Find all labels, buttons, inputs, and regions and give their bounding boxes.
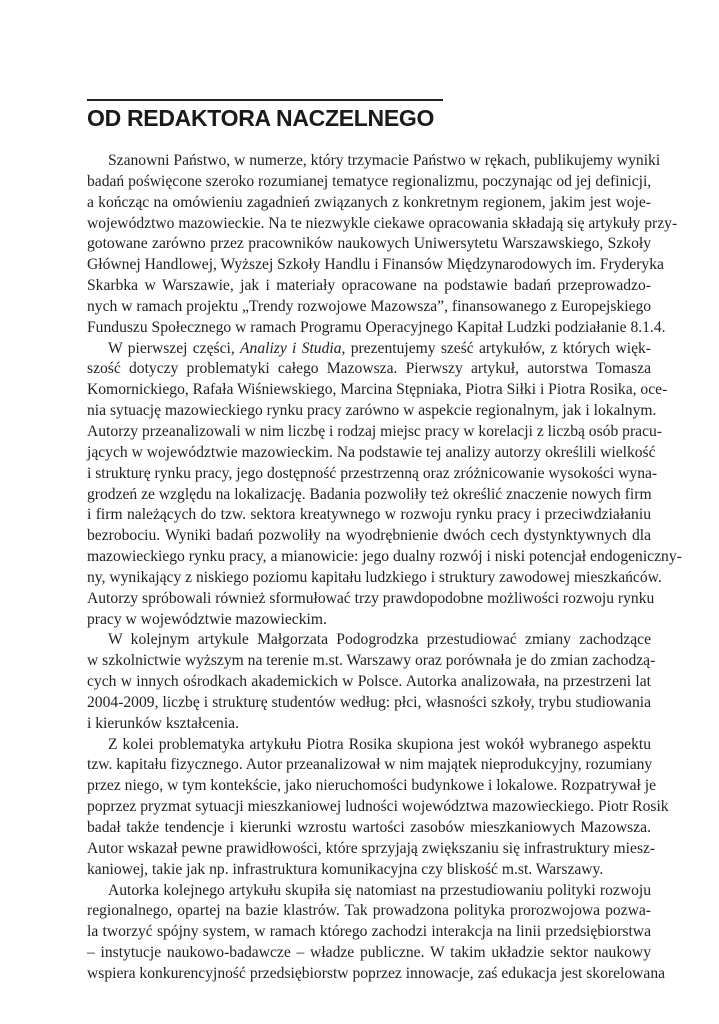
- text-line: Z kolei problematyka artykułu Piotra Rosika skupiona jest wokół wybranego aspektu: [108, 735, 651, 753]
- text-line: 2004-2009, liczbę i strukturę studentów według: płci, własności szkoły, trybu studiowania: [87, 693, 651, 711]
- text-line: Skarbka w Warszawie, jak i materiały opracowane na podstawie badań przeprowadzo-: [87, 277, 651, 295]
- text-line: cych w innych ośrodkach akademickich w Polsce. Autorka analizowała, na przestrzeni lat: [87, 673, 651, 691]
- text-line: W kolejnym artykule Małgorzata Podogrodzka przestudiować zmiany zachodzące: [108, 631, 651, 649]
- text-line: nia sytuację mazowieckiego rynku pracy zarówno w aspekcie regionalnym, jak i lokalnym.: [87, 402, 657, 420]
- article-body: [87, 151, 682, 985]
- text-line: Głównej Handlowej, Wyższej Szkoły Handlu i Finansów Międzynarodowych im. Fryderyka: [87, 256, 664, 274]
- text-line: Komornickiego, Rafała Wiśniewskiego, Marcina Stępniaka, Piotra Siłki i Piotra Rosika, oce-: [87, 381, 668, 399]
- text-line: la tworzyć spójny system, w ramach którego zachodzi interakcja na linii przedsiębiorstwa: [87, 923, 651, 941]
- paragraph: [87, 630, 656, 734]
- paragraph: [87, 881, 666, 985]
- text-line: wspiera konkurencyjność przedsiębiorstw poprzez innowacje, zaś edukacja jest skorelowana: [87, 964, 666, 982]
- text-line: grodzeń ze względu na lokalizację. Badania pozwoliły też określić znaczenie nowych firm: [87, 485, 652, 503]
- text-line: pracy w województwie mazowieckim.: [87, 610, 327, 628]
- text-line: województwo mazowieckie. Na te niezwykle ciekawe opracowania składają się artykuły przy-: [87, 214, 678, 232]
- text-line: w szkolnictwie wyższym na terenie m.st. Warszawy oraz porównała je do zmian zachodzą-: [87, 652, 656, 670]
- text-line: – instytucje naukowo-badawcze – władze publiczne. W takim układzie sektor naukowy: [87, 944, 651, 962]
- text-line: bezrobociu. Wyniki badań pozwoliły na wyodrębnienie dwóch cech dystynktywnych dla: [87, 527, 651, 545]
- text-line: tzw. kapitału fizycznego. Autor przeanalizował w nim majątek nieprodukcyjny, rozumiany: [87, 756, 653, 774]
- paragraph: [87, 151, 678, 339]
- text-line: szość dotyczy problematyki całego Mazowsza. Pierwszy artykuł, autorstwa Tomasza: [87, 360, 651, 378]
- text-line: Autorzy przeanalizowali w nim liczbę i rodzaj miejsc pracy w korelacji z liczbą osób pracu-: [87, 422, 662, 440]
- text-line: ny, wynikający z niskiego poziomu kapitału ludzkiego i struktury zawodowej mieszkańców.: [87, 568, 662, 586]
- text-line: mazowieckiego rynku pracy, a mianowicie: jego dualny rozwój i niski potencjał endogeniczny-: [87, 548, 682, 566]
- text-line: przez niego, w tym kontekście, jako nieruchomości budynkowe i lokalowe. Rozpatrywał je: [87, 777, 657, 795]
- text-line: badał także tendencje i kierunki wzrostu wartości zasobów mieszkaniowych Mazowsza.: [87, 819, 651, 836]
- paragraph: [87, 339, 682, 631]
- text-line: Autorka kolejnego artykułu skupiła się natomiast na przestudiowaniu polityki rozwoju: [108, 881, 651, 899]
- text-line: Autorzy spróbowali również sformułować trzy prawdopodobne możliwości rozwoju rynku: [87, 589, 655, 607]
- text-line: i strukturę rynku pracy, jego dostępność przestrzenną oraz zróżnicowanie wysokości wyna-: [87, 464, 658, 482]
- paragraph: [87, 735, 669, 881]
- text-line: badań poświęcone szeroko rozumianej tematyce regionalizmu, poczynając od jej definicji,: [87, 172, 652, 190]
- page-title: OD REDAKTORA NACZELNEGO: [87, 105, 435, 131]
- text-line: regionalnego, opartej na bazie klastrów. Tak prowadzona polityka prorozwojowa pozwa-: [87, 902, 651, 920]
- text-line: W pierwszej części, Analizy i Studia, prezentujemy sześć artykułów, z których więk-: [108, 339, 651, 357]
- text-line: poprzez pryzmat sytuacji mieszkaniowej ludności województwa mazowieckiego. Piotr Rosik: [87, 798, 669, 816]
- text-line: kaniowej, takie jak np. infrastruktura komunikacyjna czy bliskość m.st. Warszawy.: [87, 860, 604, 878]
- text-line: jących w województwie mazowieckim. Na podstawie tej analizy autorzy określili wielkość: [87, 443, 656, 461]
- text-line: i kierunków kształcenia.: [87, 714, 239, 732]
- heading-rule: [87, 99, 443, 101]
- text-line: nych w ramach projektu „Trendy rozwojowe Mazowsza”, finansowanego z Europejskiego: [87, 297, 652, 315]
- text-line: Funduszu Społecznego w ramach Programu Operacyjnego Kapitał Ludzki podziałanie 8.1.4.: [87, 318, 666, 336]
- text-line: gotowane zarówno przez pracowników naukowych Uniwersytetu Warszawskiego, Szkoły: [87, 235, 651, 253]
- text-line: a kończąc na omówieniu zagadnień związanych z konkretnym regionem, jakim jest woje-: [87, 193, 651, 211]
- text-line: i firm należących do tzw. sektora kreatywnego w rozwoju rynku pracy i przeciwdziałaniu: [87, 506, 651, 524]
- text-line: Autor wskazał pewne prawidłowości, które sprzyjają zwiększaniu się infrastruktury miesz-: [87, 839, 656, 857]
- text-line: Szanowni Państwo, w numerze, który trzymacie Państwo w rękach, publikujemy wyniki: [108, 152, 661, 169]
